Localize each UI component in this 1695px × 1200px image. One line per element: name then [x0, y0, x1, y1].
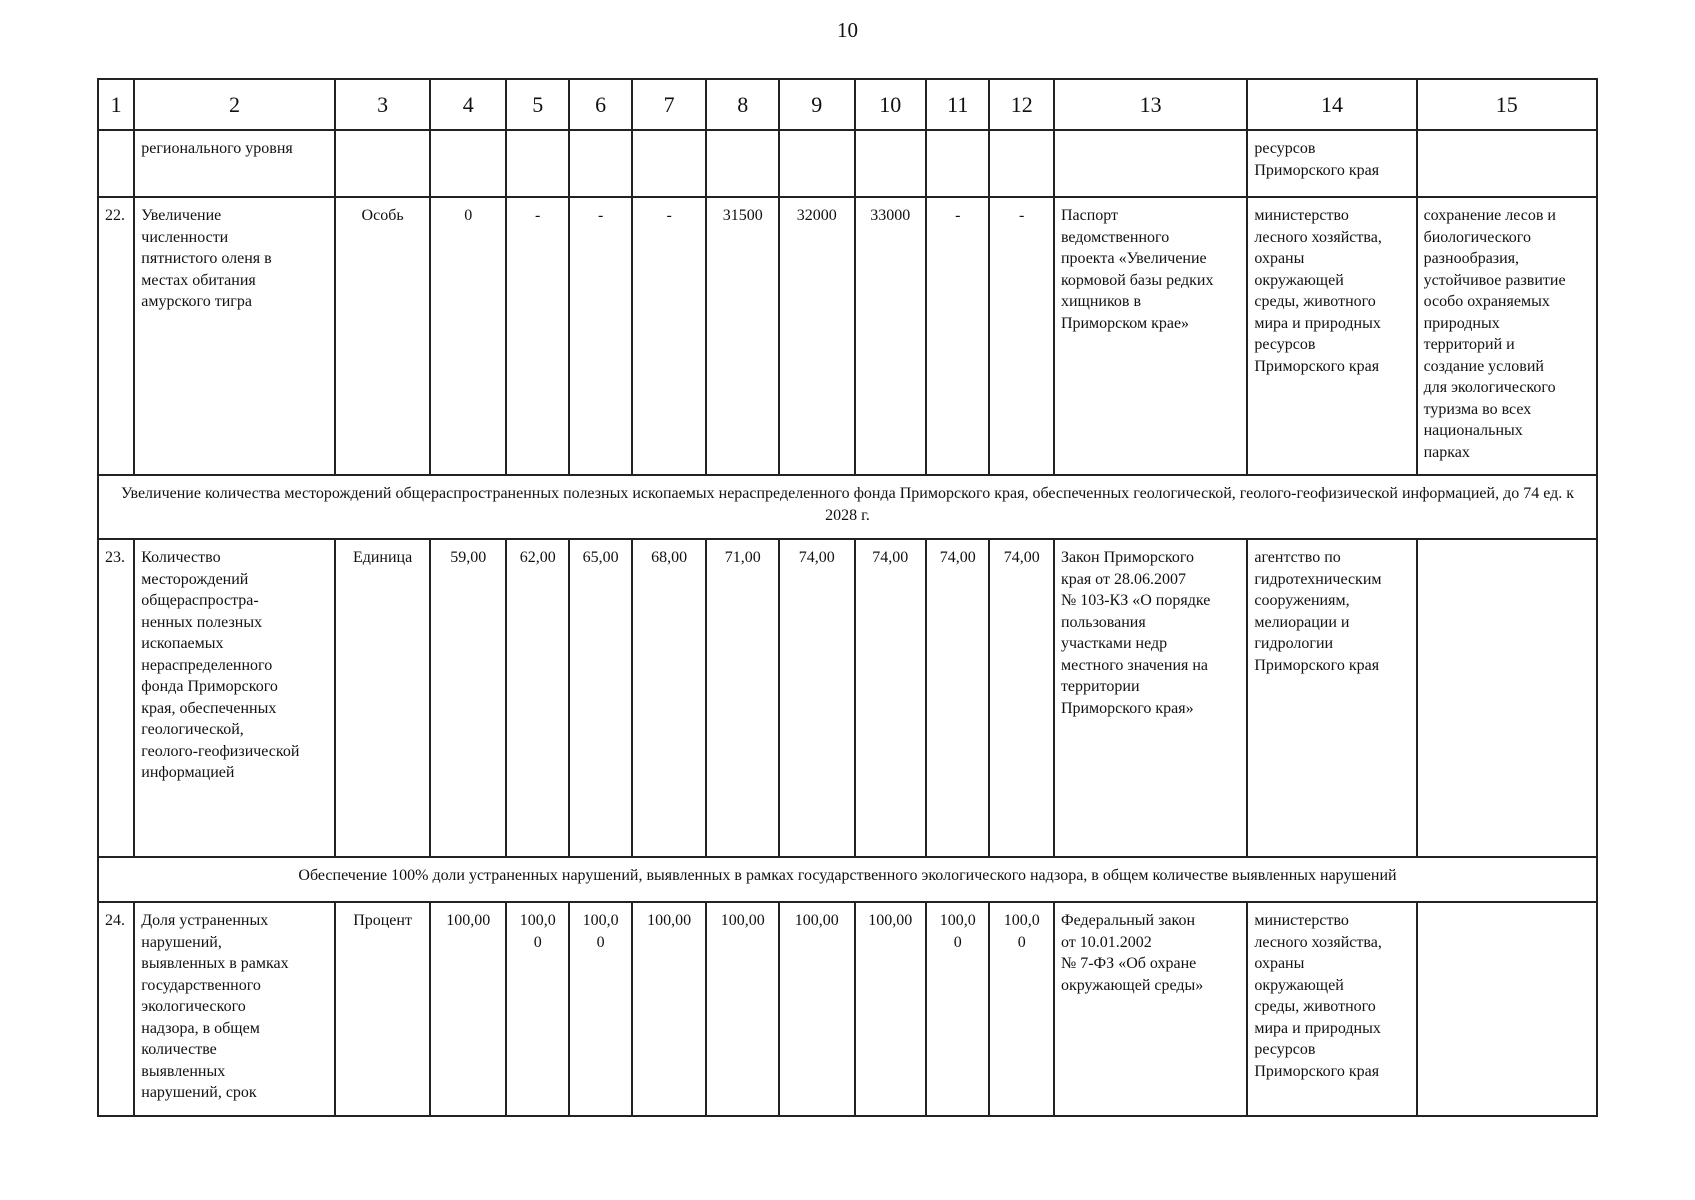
value-cell: 100,00 — [706, 902, 779, 1116]
value-cell — [706, 130, 779, 197]
column-header: 9 — [779, 79, 855, 130]
column-header: 4 — [430, 79, 506, 130]
goal-cell: сохранение лесов и биологического разнообразия, устойчивое развитие особо охраняемых природных территорий и создание условий для экологического туризма во всех национальных парках — [1417, 197, 1597, 475]
value-cell: - — [569, 197, 631, 475]
value-cell: - — [926, 197, 989, 475]
document-cell: Закон Приморского края от 28.06.2007 № 103-КЗ «О порядке пользования участками недр местного значения на территории Приморского края» — [1054, 539, 1247, 857]
unit-cell: Процент — [335, 902, 431, 1116]
column-header: 15 — [1417, 79, 1597, 130]
value-cell — [569, 130, 631, 197]
section-heading: Обеспечение 100% доли устраненных нарушений, выявленных в рамках государственного экологического надзора, в общем количестве выявленных нарушений — [98, 857, 1597, 902]
goal-cell — [1417, 130, 1597, 197]
value-cell: 33000 — [855, 197, 927, 475]
row-number-cell: 23. — [98, 539, 134, 857]
value-cell: 0 — [430, 197, 506, 475]
indicator-name-cell: Увеличение численности пятнистого оленя в местах обитания амурского тигра — [134, 197, 334, 475]
value-cell — [779, 130, 855, 197]
value-cell: 100,00 — [855, 902, 927, 1116]
value-cell: 65,00 — [569, 539, 631, 857]
row-number-cell: 22. — [98, 197, 134, 475]
document-cell: Федеральный закон от 10.01.2002 № 7-ФЗ «Об охране окружающей среды» — [1054, 902, 1247, 1116]
value-cell: 74,00 — [926, 539, 989, 857]
value-cell — [632, 130, 707, 197]
page-number: 10 — [837, 18, 858, 42]
column-header: 10 — [855, 79, 927, 130]
column-header: 5 — [506, 79, 569, 130]
value-cell: 100,0 0 — [506, 902, 569, 1116]
value-cell: - — [989, 197, 1053, 475]
value-cell: 100,0 0 — [926, 902, 989, 1116]
section-heading: Увеличение количества месторождений общераспространенных полезных ископаемых нераспределенного фонда Приморского края, обеспеченных геологической, геолого-геофизической информацией, до 74 ед. к 2028 г. — [98, 475, 1597, 539]
value-cell: 74,00 — [989, 539, 1053, 857]
column-header: 12 — [989, 79, 1053, 130]
table-row-continued — [98, 130, 1597, 197]
value-cell: - — [506, 197, 569, 475]
value-cell: 31500 — [706, 197, 779, 475]
value-cell: 71,00 — [706, 539, 779, 857]
column-header: 14 — [1247, 79, 1416, 130]
column-header: 2 — [134, 79, 334, 130]
column-header: 8 — [706, 79, 779, 130]
value-cell: 100,0 0 — [569, 902, 631, 1116]
value-cell: 59,00 — [430, 539, 506, 857]
indicator-name-cell: Доля устраненных нарушений, выявленных в рамках государственного экологического надзора, в общем количестве выявленных нарушений, срок — [134, 902, 334, 1116]
goal-cell — [1417, 539, 1597, 857]
row-number-cell — [98, 130, 134, 197]
value-cell: 74,00 — [779, 539, 855, 857]
value-cell: - — [632, 197, 707, 475]
value-cell: 100,0 0 — [989, 902, 1053, 1116]
value-cell: 100,00 — [779, 902, 855, 1116]
value-cell — [506, 130, 569, 197]
value-cell: 100,00 — [430, 902, 506, 1116]
document-cell — [1054, 130, 1247, 197]
column-header: 13 — [1054, 79, 1247, 130]
unit-cell: Особь — [335, 197, 431, 475]
responsible-cell: агентство по гидротехническим сооружениям, мелиорации и гидрологии Приморского края — [1247, 539, 1416, 857]
column-header: 11 — [926, 79, 989, 130]
document-cell: Паспорт ведомственного проекта «Увеличение кормовой базы редких хищников в Приморском крае» — [1054, 197, 1247, 475]
indicator-name-cell: Количество месторождений общераспростра- ненных полезных ископаемых нераспределенного фонда Приморского края, обеспеченных геологической, геолого-геофизической информацией — [134, 539, 334, 857]
column-header: 6 — [569, 79, 631, 130]
value-cell — [926, 130, 989, 197]
table-row — [98, 539, 1597, 857]
value-cell: 62,00 — [506, 539, 569, 857]
section-row — [98, 475, 1597, 539]
section-row — [98, 857, 1597, 902]
goal-cell — [1417, 902, 1597, 1116]
column-number-header — [98, 79, 1597, 130]
column-header: 7 — [632, 79, 707, 130]
column-header: 1 — [98, 79, 134, 130]
value-cell — [855, 130, 927, 197]
value-cell: 68,00 — [632, 539, 707, 857]
column-header: 3 — [335, 79, 431, 130]
value-cell — [430, 130, 506, 197]
value-cell — [989, 130, 1053, 197]
indicator-name-cell: регионального уровня — [134, 130, 334, 197]
row-number-cell: 24. — [98, 902, 134, 1116]
unit-cell — [335, 130, 431, 197]
responsible-cell: министерство лесного хозяйства, охраны окружающей среды, животного мира и природных ресурсов Приморского края — [1247, 197, 1416, 475]
unit-cell: Единица — [335, 539, 431, 857]
table-row — [98, 902, 1597, 1116]
value-cell: 100,00 — [632, 902, 707, 1116]
table-row — [98, 197, 1597, 475]
responsible-cell: министерство лесного хозяйства, охраны окружающей среды, животного мира и природных ресурсов Приморского края — [1247, 902, 1416, 1116]
indicators-table — [97, 78, 1598, 1117]
value-cell: 74,00 — [855, 539, 927, 857]
value-cell: 32000 — [779, 197, 855, 475]
responsible-cell: ресурсов Приморского края — [1247, 130, 1416, 197]
